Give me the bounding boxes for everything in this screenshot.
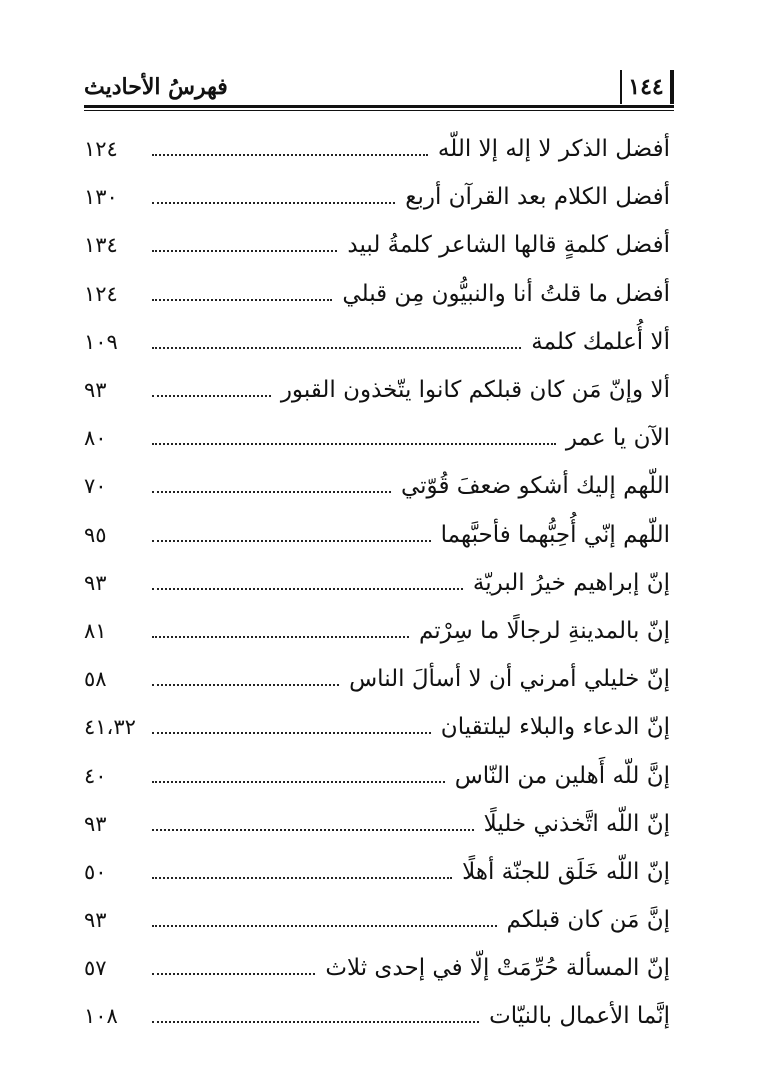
- entry-page-number: ١٣٤: [84, 233, 118, 258]
- dot-leader: [152, 347, 521, 349]
- index-entry: [84, 607, 670, 655]
- index-entry: [84, 559, 670, 607]
- entry-text: إنّ بالمدينةِ لرجالًا ما سِرْتم: [418, 617, 670, 644]
- entry-text: ألا وإنّ مَن كان قبلكم كانوا يتّخذون القبور: [280, 377, 670, 404]
- dot-leader: [152, 540, 431, 542]
- index-entry: [84, 221, 670, 269]
- dot-leader: [152, 732, 431, 734]
- entry-page-number: ٩٥: [84, 522, 107, 547]
- index-entry: [84, 366, 670, 414]
- index-entry: [84, 173, 670, 221]
- entry-page-number: ١٠٩: [84, 329, 118, 354]
- dot-leader: [152, 829, 474, 831]
- dot-leader: [152, 684, 339, 686]
- entry-page-number: ٤٠: [84, 763, 107, 788]
- entry-page-number: ٩٣: [84, 570, 107, 595]
- dot-leader: [152, 636, 409, 638]
- index-entry: [84, 318, 670, 366]
- entry-page-number: ٨١: [84, 618, 107, 643]
- dot-leader: [152, 925, 497, 927]
- entry-text: اللّهم إليك أشكو ضعفَ قُوّتي: [400, 473, 670, 500]
- index-entry: [84, 655, 670, 703]
- entry-page-number: ٩٣: [84, 908, 107, 933]
- index-entry: [84, 414, 670, 462]
- entry-text: إنّ الدعاء والبلاء ليلتقيان: [440, 714, 670, 741]
- index-entry: [84, 511, 670, 559]
- index-entry: [84, 944, 670, 992]
- entry-text: ألا أُعلمك كلمة: [531, 328, 670, 355]
- dot-leader: [152, 781, 445, 783]
- entry-text: أفضل كلمةٍ قالها الشاعر كلمةُ لبيد: [347, 232, 670, 259]
- dot-leader: [152, 299, 332, 301]
- dot-leader: [152, 1021, 479, 1023]
- entry-page-number: ١٠٨: [84, 1004, 118, 1029]
- page-number: ١٤٤: [620, 70, 674, 104]
- entry-text: إنّ إبراهيم خيرُ البريّة: [472, 569, 670, 596]
- entry-text: إنّ خليلي أمرني أن لا أسألَ الناس: [349, 666, 670, 693]
- entry-page-number: ٥٨: [84, 667, 107, 692]
- index-entry: [84, 751, 670, 799]
- index-entry: [84, 992, 670, 1040]
- entry-page-number: ٧٠: [84, 474, 107, 499]
- header-rule: [84, 105, 674, 108]
- dot-leader: [152, 443, 556, 445]
- entry-text: إنَّما الأعمال بالنيّات: [489, 1003, 670, 1030]
- dot-leader: [152, 588, 463, 590]
- page-title: فهرسُ الأحاديث: [84, 74, 228, 100]
- dot-leader: [152, 202, 395, 204]
- entry-page-number: ٩٣: [84, 811, 107, 836]
- entry-text: إنَّ مَن كان قبلكم: [506, 907, 670, 934]
- dot-leader: [152, 154, 428, 156]
- entry-page-number: ٨٠: [84, 426, 107, 451]
- hadith-index-list: [84, 125, 670, 1041]
- index-entry: [84, 848, 670, 896]
- index-entry: [84, 125, 670, 173]
- index-entry: [84, 462, 670, 510]
- entry-page-number: ١٢٤: [84, 281, 118, 306]
- entry-text: أفضل ما قلتُ أنا والنبيُّون مِن قبلي: [342, 280, 670, 307]
- dot-leader: [152, 395, 271, 397]
- entry-text: إنّ اللّه اتَّخذني خليلًا: [483, 810, 670, 837]
- entry-text: إنّ المسألة حُرِّمَتْ إلّا في إحدى ثلاث: [325, 955, 670, 982]
- index-entry: [84, 270, 670, 318]
- entry-page-number: ٩٣: [84, 378, 107, 403]
- page-header: [84, 70, 674, 110]
- entry-text: أفضل الكلام بعد القرآن أربع: [405, 184, 670, 211]
- index-entry: [84, 703, 670, 751]
- header-rule-thin: [84, 110, 674, 111]
- entry-page-number: ٤١،٣٢: [84, 715, 136, 740]
- index-entry: [84, 800, 670, 848]
- entry-text: اللّهم إنّي أُحِبُّهما فأحبَّهما: [440, 521, 670, 548]
- dot-leader: [152, 973, 315, 975]
- entry-page-number: ٥٧: [84, 956, 107, 981]
- entry-page-number: ١٢٤: [84, 137, 118, 162]
- dot-leader: [152, 250, 337, 252]
- entry-text: الآن يا عمر: [565, 425, 670, 452]
- dot-leader: [152, 877, 452, 879]
- entry-page-number: ٥٠: [84, 859, 107, 884]
- entry-text: إنّ اللّه خَلَق للجنّة أهلًا: [462, 858, 670, 885]
- index-entry: [84, 896, 670, 944]
- entry-page-number: ١٣٠: [84, 185, 118, 210]
- entry-text: أفضل الذكر لا إله إلا اللّه: [437, 136, 670, 163]
- entry-text: إنَّ للّه أَهلين من النّاس: [454, 762, 670, 789]
- dot-leader: [152, 491, 391, 493]
